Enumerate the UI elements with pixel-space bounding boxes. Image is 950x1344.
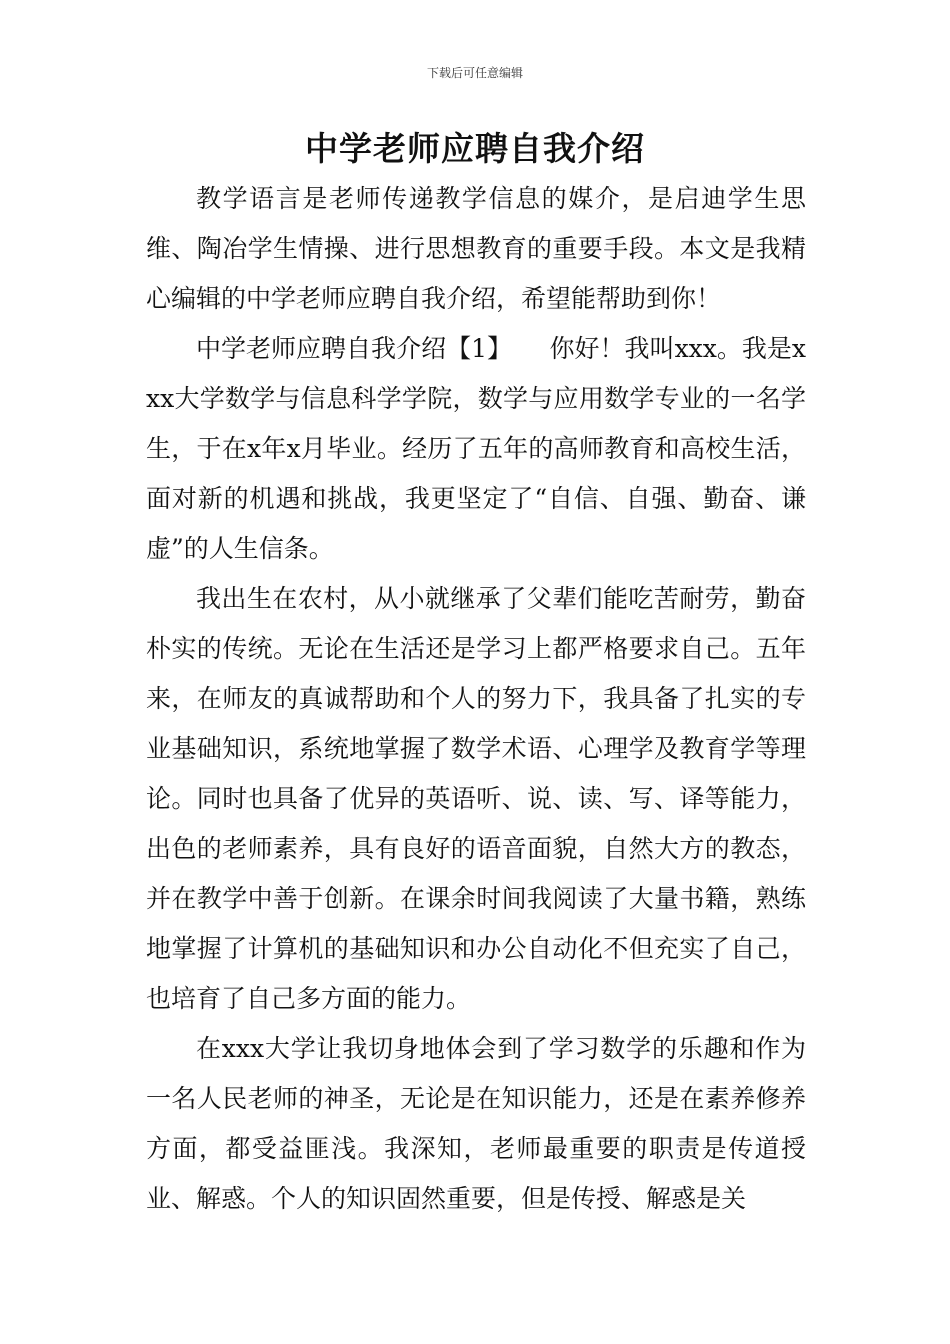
paragraph-2: 我出生在农村，从小就继承了父辈们能吃苦耐劳，勤奋朴实的传统。无论在生活还是学习上都严格要求自己。五年来，在师友的真诚帮助和个人的努力下，我具备了扎实的专业基础知识，系统地掌握了数学术语、心理学及教育学等理论。同时也具备了优异的英语听、说、读、写、译等能力，出色的老师素养，具有良好的语音面貌，自然大方的教态，并在教学中善于创新。在课余时间我阅读了大量书籍，熟练地掌握了计算机的基础知识和办公自动化不但充实了自己，也培育了自己多方面的能力。 <box>146 584 806 1013</box>
paragraph-3: 在xxx大学让我切身地体会到了学习数学的乐趣和作为一名人民老师的神圣，无论是在知识能力，还是在素养修养方面，都受益匪浅。我深知，老师最重要的职责是传道授业、解惑。个人的知识固然重要，但是传授、解惑是关 <box>146 1034 806 1213</box>
document-title: 中学老师应聘自我介绍 <box>305 129 645 168</box>
paragraph-intro: 教学语言是老师传递教学信息的媒介，是启迪学生思维、陶冶学生情操、进行思想教育的重要手段。本文是我精心编辑的中学老师应聘自我介绍，希望能帮助到你！ <box>146 184 806 313</box>
header-note: 下载后可任意编辑 <box>426 66 523 80</box>
document-body <box>146 174 806 1224</box>
paragraph-1: 中学老师应聘自我介绍【1】 你好！我叫xxx。我是xxx大学数学与信息科学学院，数学与应用数学专业的一名学生，于在x年x月毕业。经历了五年的高师教育和高校生活，面对新的机遇和挑战，我更坚定了“自信、自强、勤奋、谦虚”的人生信条。 <box>146 334 806 563</box>
